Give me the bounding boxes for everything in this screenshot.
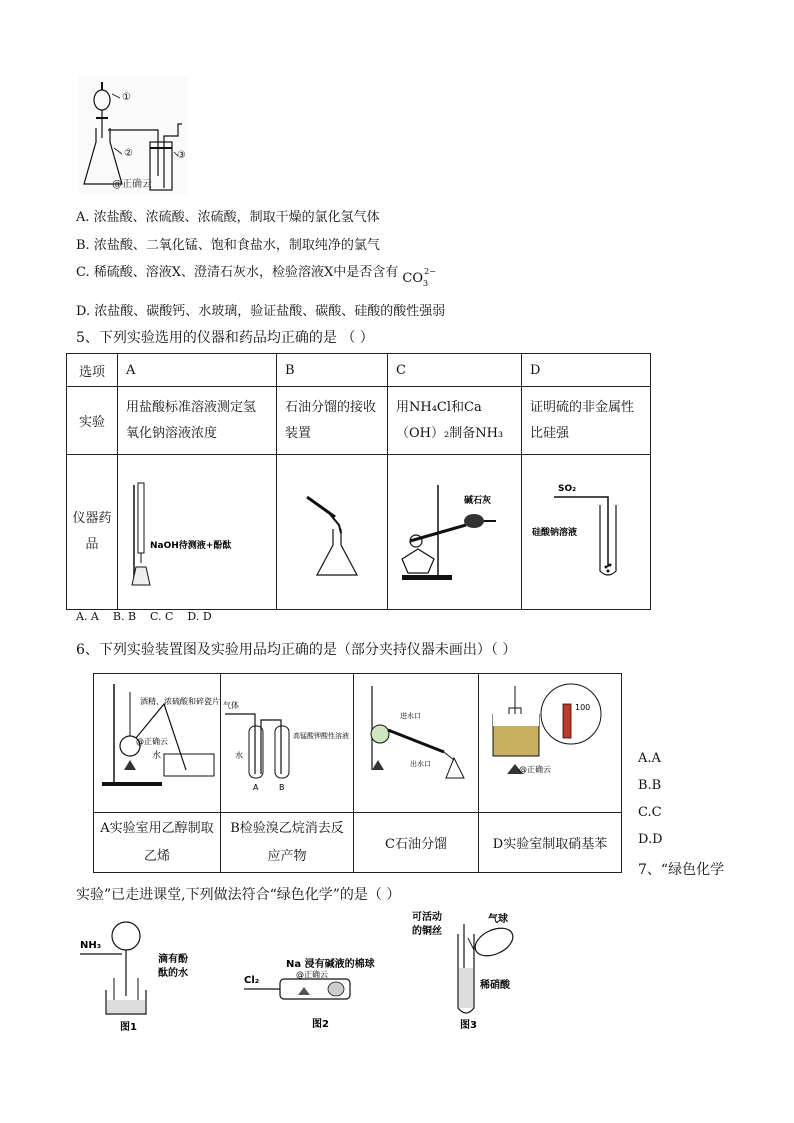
q6-figure-d-nitrobenzene: [479, 674, 621, 808]
q6-figure-b-cell: [221, 674, 354, 813]
q6-fig-b-a: A: [253, 783, 259, 792]
q6-fig-c-in: 进水口: [400, 712, 421, 720]
q5-header-b: B: [277, 354, 388, 387]
q7-stem-start: 7、“绿色化学: [638, 862, 725, 878]
q6-answer-a: A.A: [638, 751, 661, 766]
q6-figure-a-ethylene: [94, 674, 220, 808]
q7-fig2-wm: @正确云: [296, 970, 328, 979]
q5-table: [66, 353, 651, 610]
q6-fig-a-water: 水: [152, 751, 162, 761]
q7-figure-2: [240, 955, 390, 1035]
q6-figure-b-tubes: [221, 674, 353, 808]
q7-fig2-label: Na 浸有碱液的棉球: [286, 959, 375, 970]
q5-experiment-b: 石油分馏的接收装置: [277, 387, 388, 455]
q6-caption-row: [94, 813, 622, 873]
q7-fig3-wire: 可活动的铜丝: [412, 912, 442, 937]
co3-base: CO: [402, 271, 424, 286]
q6-figure-c-cell: [354, 674, 479, 813]
q6-fig-b-gas: 气体: [223, 701, 239, 710]
q5-figure-c-cell: [388, 455, 522, 610]
q7-figure-3: [408, 908, 548, 1032]
q7-fig3-acid: 稀硝酸: [480, 980, 510, 991]
q4-option-c: [76, 261, 436, 288]
q6-table: [93, 673, 622, 873]
q6-figure-a-cell: [94, 674, 221, 813]
q4-option-a: A. 浓盐酸、浓硫酸、浓硫酸，制取干燥的氯化氢气体: [76, 210, 380, 225]
q5-stem: 5、下列实验选用的仪器和药品均正确的是 （ ）: [76, 330, 374, 346]
q5-experiment-a: 用盐酸标准溶液测定氢氧化钠溶液浓度: [118, 387, 277, 455]
co3-sup: 2−: [424, 267, 436, 276]
q4-option-c-text: C. 稀硫酸、溶液X、澄清石灰水，检验溶液X中是否含有: [76, 265, 399, 280]
q5-header-c: C: [388, 354, 522, 387]
q7-fig3-caption: 图3: [460, 1020, 477, 1031]
q5-figure-d-cell: [522, 455, 651, 610]
q6-fig-b-kmno4: 高锰酸钾酸性溶液: [293, 732, 349, 740]
q5-fig-d-solution: 硅酸钠溶液: [532, 528, 578, 538]
label-3: ③: [177, 150, 186, 161]
q6-fig-c-out: 出水口: [410, 760, 431, 768]
label-2: ②: [124, 148, 133, 159]
q6-answer-d: D.D: [638, 832, 663, 847]
q5-header-option: 选项: [67, 354, 118, 387]
q5-fig-c-label: 碱石灰: [464, 496, 492, 506]
q6-caption-d: D实验室制取硝基苯: [479, 813, 622, 873]
q5-experiment-label: 实验: [67, 387, 118, 455]
co3-sub: 3: [423, 279, 429, 288]
q5-header-row: [67, 354, 651, 387]
q5-figure-c-nh3-apparatus: [388, 455, 521, 605]
q6-answer-c: C.C: [638, 805, 662, 820]
q7-fig3-balloon: 气球: [488, 914, 508, 925]
q5-experiment-d: 证明硫的非金属性比硅强: [522, 387, 651, 455]
q6-caption-a: A实验室用乙醇制取乙烯: [94, 813, 221, 873]
q5-experiment-c: 用NH₄Cl和Ca（OH）₂制备NH₃: [388, 387, 522, 455]
q5-apparatus-label: 仪器药品: [67, 455, 118, 610]
q4-option-b: B. 浓盐酸、二氧化锰、饱和食盐水，制取纯净的氯气: [76, 238, 380, 253]
q6-stem: 6、下列实验装置图及实验用品均正确的是（部分夹持仪器未画出）（ ）: [76, 642, 517, 658]
q6-fig-d-scale: 100: [575, 703, 591, 712]
q6-fig-a-reagent: 酒精、浓硫酸和碎瓷片: [140, 697, 220, 706]
q6-figure-c-distillation: [354, 674, 478, 808]
q5-figure-b-cell: [277, 455, 388, 610]
q5-figure-b-receiver: [277, 455, 387, 605]
q7-fig2-caption: 图2: [312, 1019, 329, 1030]
q5-apparatus-row: [67, 455, 651, 610]
label-1: ①: [122, 92, 131, 103]
q5-figure-a-cell: [118, 455, 277, 610]
q6-fig-b-b: B: [279, 783, 285, 792]
q4-option-d: D. 浓盐酸、碳酸钙、水玻璃，验证盐酸、碳酸、硅酸的酸性强弱: [76, 304, 446, 319]
q6-fig-b-water: 水: [235, 751, 243, 760]
q6-figure-d-cell: [479, 674, 622, 813]
q7-fig1-caption: 图1: [120, 1022, 137, 1033]
q5-figure-a-burette: [118, 455, 274, 605]
q5-fig-d-gas: SO₂: [558, 484, 577, 494]
q6-fig-d-wm: @正确云: [519, 765, 551, 774]
watermark: @正确云: [112, 179, 152, 190]
q7-fig1-gas: NH₃: [80, 940, 102, 951]
q7-stem: 实验”已走进课堂,下列做法符合“绿色化学”的是（ ）: [76, 887, 401, 903]
co3-formula: [402, 267, 436, 288]
q5-experiment-row: [67, 387, 651, 455]
q6-answer-b: B.B: [638, 778, 662, 793]
q5-figure-d-so2-tube: [522, 455, 650, 605]
q6-figure-row: [94, 674, 622, 813]
q7-fig1-label: 滴有酚酞的水: [158, 954, 188, 979]
q5-answers: A. A B. B C. C D. D: [76, 610, 212, 623]
q6-fig-a-wm: @正确云: [136, 737, 168, 746]
q5-fig-a-label: NaOH待测液+酚酞: [150, 541, 232, 551]
q6-caption-b: B检验溴乙烷消去反应产物: [221, 813, 354, 873]
q7-figure-1: [76, 910, 188, 1034]
q5-header-d: D: [522, 354, 651, 387]
q6-caption-c: C石油分馏: [354, 813, 479, 873]
q7-fig2-gas: Cl₂: [244, 975, 260, 986]
q5-header-a: A: [118, 354, 277, 387]
